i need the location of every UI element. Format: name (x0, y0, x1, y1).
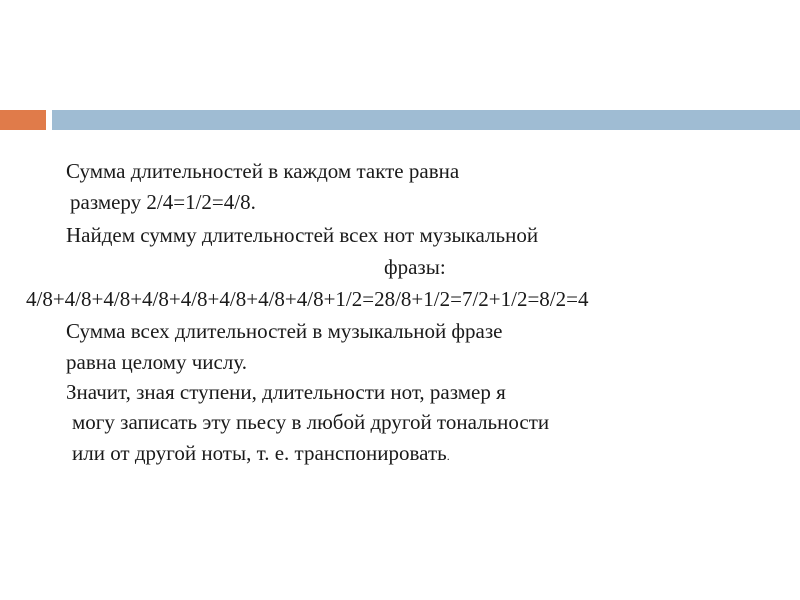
formula-line: 4/8+4/8+4/8+4/8+4/8+4/8+4/8+4/8+1/2=28/8+1/2=7/2+1/2=8/2=4 (26, 287, 589, 311)
accent-bar-orange (0, 110, 46, 130)
text-line-10-main: или от другой ноты, т. е. транспонировать (72, 441, 447, 465)
text-line-10-period: . (446, 449, 450, 463)
text-line-4: фразы: (384, 255, 446, 279)
text-line-8: Значит, зная ступени, длительности нот, размер я (66, 380, 506, 404)
text-line-1: Сумма длительностей в каждом такте равна (66, 159, 460, 183)
accent-bar-blue (52, 110, 800, 130)
text-line-3: Найдем сумму длительностей всех нот музыкальной (66, 223, 539, 247)
text-line-7: равна целому числу. (66, 350, 247, 374)
text-line-10 (72, 440, 450, 469)
text-line-6: Сумма всех длительностей в музыкальной фразе (66, 319, 503, 343)
text-line-9: могу записать эту пьесу в любой другой тональности (72, 410, 550, 434)
text-line-2: размеру 2/4=1/2=4/8. (70, 190, 256, 214)
